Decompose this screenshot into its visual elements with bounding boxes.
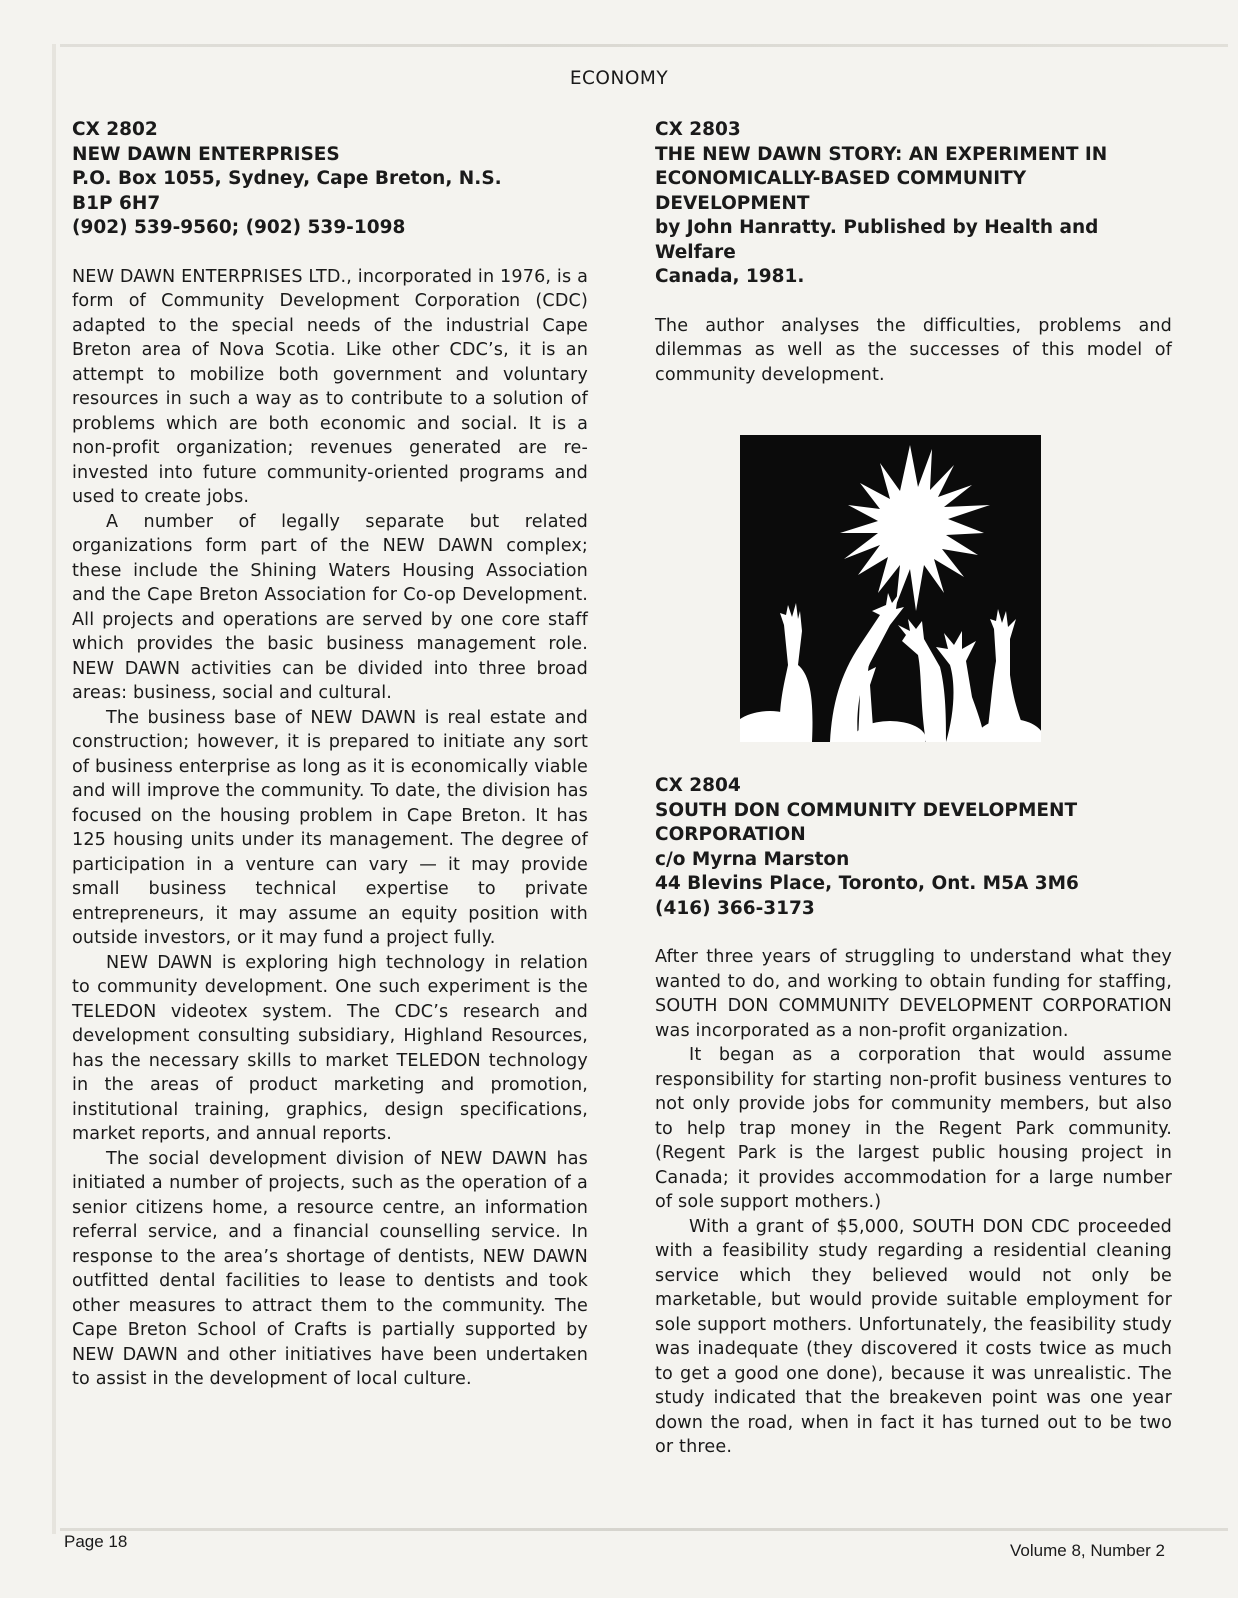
entry-title: CORPORATION (655, 824, 806, 845)
entry-header (72, 118, 588, 241)
entry-phone: (902) 539-9560; (902) 539-1098 (72, 217, 406, 238)
entry-cx-2803 (655, 118, 1172, 742)
entry-body (655, 314, 1172, 388)
entry-cx-2802 (72, 118, 588, 1392)
entry-title: DEVELOPMENT (655, 192, 810, 214)
entry-phone: (416) 366-3173 (655, 897, 815, 919)
paragraph: With a grant of $5,000, SOUTH DON CDC proceeded with a feasibility study regarding a residential cleaning service which they believed would not only be marketable, but would provide suitable employment for sole support mothers. Unfortunately, the feasibility study was inadequate (they discovered it costs twice as much to get a good one done), because it was unrealistic. The study indicated that the breakeven point was one year down the road, when in fact it has turned out to be two or three. (655, 1216, 1172, 1457)
scan-edge-left (52, 44, 56, 1534)
paragraph: NEW DAWN ENTERPRISES LTD., incorporated in 1976, is a form of Community Development Corporation (CDC) adapted to the special needs of the industrial Cape Breton area of Nova Scotia. Like other CDC’s, it is an attempt to mobilize both government and voluntary resources in such a way as to contribute to a solution of problems which are both economic and social. It is a non-profit organization; revenues generated are re-invested into future community-oriented programs and used to create jobs. (72, 266, 588, 507)
column-right (655, 118, 1172, 1460)
paragraph: The social development division of NEW DAWN has initiated a number of projects, such as the operation of a senior citizens home, a resource centre, an information referral service, and a financial counselling service. In response to the area’s shortage of dentists, NEW DAWN outfitted dental facilities to lease to dentists and took other measures to attract them to the community. The Cape Breton School of Crafts is partially supported by NEW DAWN and other initiatives have been undertaken to assist in the development of local culture. (72, 1148, 588, 1389)
entry-header (655, 118, 1172, 290)
sun-hands-icon (740, 435, 1041, 742)
entry-postal-code: B1P 6H7 (72, 192, 161, 214)
issue-info: Volume 8, Number 2 (1010, 1541, 1165, 1560)
entry-id: CX 2804 (655, 775, 741, 796)
scan-edge-top (60, 44, 1228, 47)
entry-contact: c/o Myrna Marston (655, 848, 850, 870)
page-number: Page 18 (64, 1532, 128, 1551)
entry-address: 44 Blevins Place, Toronto, Ont. M5A 3M6 (655, 873, 1079, 894)
entry-body (655, 945, 1172, 1460)
entry-byline: by John Hanratty. Published by Health and Welfare (655, 217, 1099, 263)
entry-title: NEW DAWN ENTERPRISES (72, 143, 340, 165)
paragraph: NEW DAWN is exploring high technology in relation to community development. One such experiment is the TELEDON videotex system. The CDC’s research and development consulting subsidiary, Highland Resources, has the necessary skills to market TELEDON technology in the areas of product marketing and promotion, institutional training, graphics, design specifications, market reports, and annual reports. (72, 952, 588, 1144)
section-title: ECONOMY (569, 68, 669, 89)
paragraph: A number of legally separate but related organizations form part of the NEW DAWN complex; these include the Shining Waters Housing Association and the Cape Breton Association for Co-op Development. All projects and operations are served by one core staff which provides the basic business management role. NEW DAWN activities can be divided into three broad areas: business, social and cultural. (72, 511, 588, 703)
paragraph: The author analyses the difficulties, problems and dilemmas as well as the successes of this model of community development. (655, 315, 1172, 385)
entry-title: ECONOMICALLY-BASED COMMUNITY (655, 168, 1027, 189)
paragraph: After three years of struggling to understand what they wanted to do, and working to obtain funding for staffing, SOUTH DON COMMUNITY DEVELOPMENT CORPORATION was incorporated as a non-profit organization. (655, 947, 1172, 1041)
scan-edge-bottom (60, 1528, 1228, 1531)
column-left (72, 118, 588, 1392)
sun-and-hands-illustration (740, 435, 1041, 742)
paragraph: The business base of NEW DAWN is real estate and construction; however, it is prepared to initiate any sort of business enterprise as long as it is economically viable and will improve the community. To date, the division has focused on the housing problem in Cape Breton. It has 125 housing units under its management. The degree of participation in a venture can vary — it may provide small business technical expertise to private entrepreneurs, it may assume an equity position with outside investors, or it may fund a project fully. (72, 707, 588, 948)
entry-title: THE NEW DAWN STORY: AN EXPERIMENT IN (655, 143, 1108, 165)
entry-title: SOUTH DON COMMUNITY DEVELOPMENT (655, 799, 1078, 821)
entry-body (72, 265, 588, 1392)
entry-byline: Canada, 1981. (655, 266, 805, 287)
paragraph: It began as a corporation that would assume responsibility for starting non-profit business ventures to not only provide jobs for community members, but also to help trap money in the Regent Park community. (Regent Park is the largest public housing project in Canada; it provides accommodation for a large number of sole support mothers.) (655, 1045, 1172, 1212)
entry-cx-2804 (655, 774, 1172, 1460)
entry-address: P.O. Box 1055, Sydney, Cape Breton, N.S. (72, 168, 502, 189)
entry-header (655, 774, 1172, 921)
entry-id: CX 2803 (655, 119, 741, 140)
entry-id: CX 2802 (72, 119, 158, 140)
